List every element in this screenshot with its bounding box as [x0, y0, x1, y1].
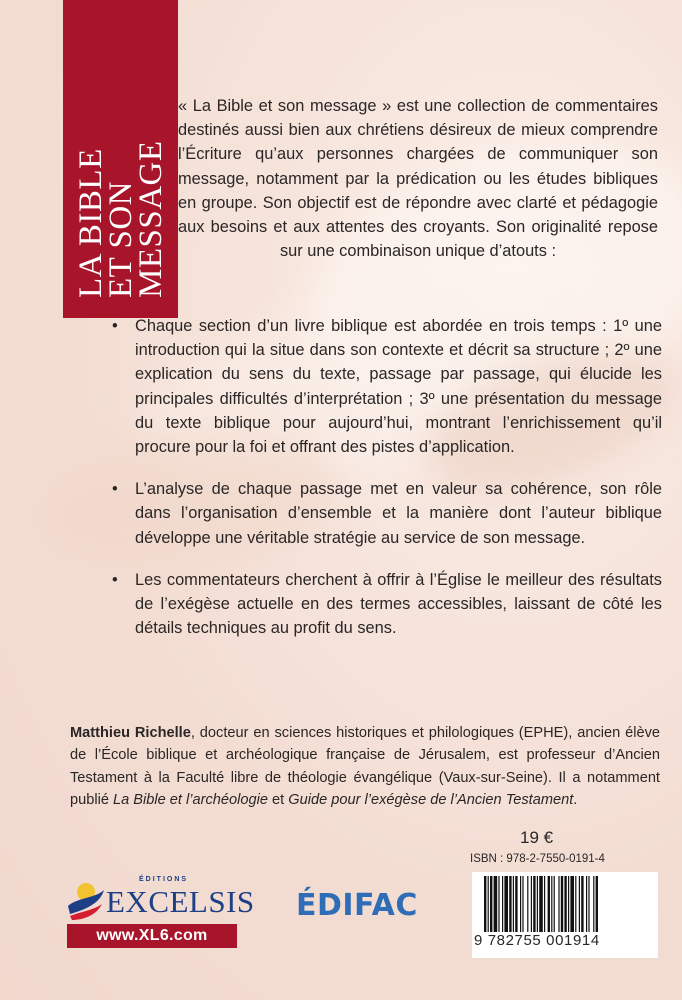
isbn-label: ISBN : 978-2-7550-0191-4	[470, 853, 605, 865]
barcode-bars	[484, 876, 650, 932]
price-label: 19 €	[520, 828, 554, 847]
bullet-marker: •	[112, 570, 118, 589]
list-item	[112, 314, 662, 459]
barcode	[472, 872, 658, 958]
list-item-text: Chaque section d’un livre biblique est abordée en trois temps : 1º une introduction qui la situe dans son contexte et décrit sa structure ; 2º une explication du sens du texte, passage par passage, qui élucide les principales difficultés d’interprétation ; 3º une présentation du message du texte biblique pour aujourd’hui, montrant l’enrichissement qu’il procure pour la foi et offrant des pistes d’application.	[135, 317, 662, 457]
collection-title-line: ET SON	[102, 181, 139, 298]
excelsis-swoosh-icon	[66, 876, 106, 922]
conjunction: et	[267, 792, 289, 809]
website-link[interactable]: www.XL6.com	[67, 924, 237, 948]
author-name: Matthieu Richelle	[70, 725, 191, 741]
collection-title	[63, 0, 178, 318]
collection-title-line: LA BIBLE	[72, 148, 109, 298]
intro-paragraph: « La Bible et son message » est une collection de commentaires destinés aussi bien aux chrétiens désireux de mieux comprendre l’Écriture qu’aux personnes chargées de communiquer son message, notamment par la prédication ou les études bibliques en groupe. Son objectif est de répondre avec clarté et pédagogie aux besoins et aux attentes des croyants. Son originalité repose sur une combinaison unique d’atouts :	[178, 97, 658, 261]
barcode-digits: 9 782755 001914	[474, 932, 600, 949]
period: .	[573, 792, 578, 809]
publisher-name: EXCELSIS	[106, 884, 255, 919]
author-bio	[70, 722, 660, 812]
bullet-marker: •	[112, 480, 118, 499]
list-item	[112, 568, 662, 641]
bullet-marker: •	[112, 317, 118, 335]
book-title: Guide pour l’exégèse de l’Ancien Testament	[288, 792, 574, 809]
excelsis-logo	[66, 870, 255, 930]
collection-banner	[63, 0, 178, 318]
feature-list	[112, 314, 662, 640]
edifac-logo: ÉDIFAC	[296, 888, 418, 923]
list-item-text: L’analyse de chaque passage met en valeur sa cohérence, son rôle dans l’organisation d’ensemble et la manière dont l’auteur biblique développe une véritable stratégie au service de son message.	[135, 480, 662, 547]
list-item	[112, 477, 662, 550]
editions-label: ÉDITIONS	[139, 876, 189, 883]
list-item-text: Les commentateurs cherchent à offrir à l’Église le meilleur des résultats de l’exégèse actuelle en des termes accessibles, laissant de côté les détails techniques au profit du sens.	[135, 570, 662, 638]
author-bio-text: , docteur en sciences historiques et philologiques (EPHE), ancien élève de l’École biblique et archéologique française de Jérusalem, est professeur d’Ancien Testament à la Faculté libre de théologie évangélique (Vaux-sur-Seine). Il a notamment publié	[70, 725, 660, 809]
collection-title-line: MESSAGE	[132, 140, 169, 298]
book-title: La Bible et l’archéologie	[113, 792, 268, 809]
